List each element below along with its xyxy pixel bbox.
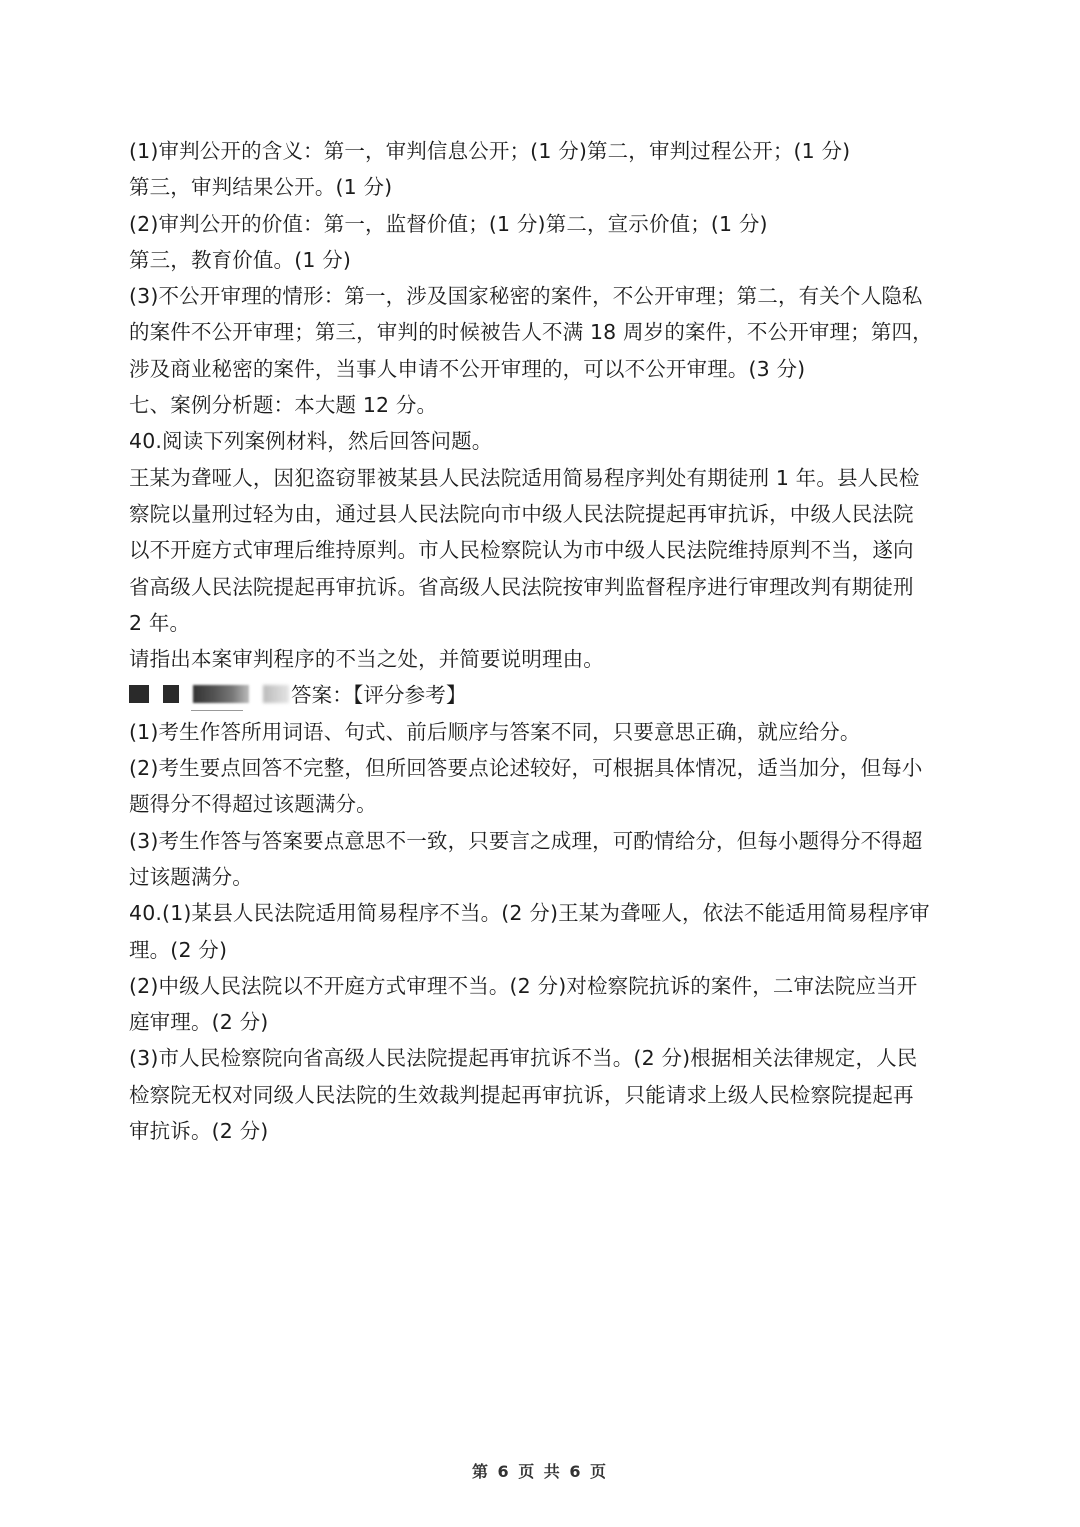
redaction-mark — [129, 685, 149, 703]
text-line: 检察院无权对同级人民法院的生效裁判提起再审抗诉，只能请求上级人民检察院提起再 — [129, 1082, 914, 1107]
answer-header: 答案：【评分参考】 — [291, 683, 467, 708]
text-line: 七、案例分析题：本大题 12 分。 — [129, 393, 438, 418]
text-line: 40.阅读下列案例材料，然后回答问题。 — [129, 429, 493, 454]
text-line: (3)考生作答与答案要点意思不一致，只要言之成理，可酌情给分，但每小题得分不得超 — [129, 828, 923, 853]
text-line: (2)考生要点回答不完整，但所回答要点论述较好，可根据具体情况，适当加分，但每小 — [129, 756, 923, 781]
scoring-text-block — [129, 714, 959, 1150]
underline-mark — [191, 710, 243, 711]
text-line: (1)考生作答所用词语、句式、前后顺序与答案不同，只要意思正确，就应给分。 — [129, 719, 861, 744]
text-line: (1)审判公开的含义：第一，审判信息公开；(1 分)第二，审判过程公开；(1 分) — [129, 139, 851, 163]
text-line: 40.(1)某县人民法院适用简易程序不当。(2 分)王某为聋哑人，依法不能适用简易程序审 — [129, 901, 930, 926]
text-line: (3)不公开审理的情形：第一，涉及国家秘密的案件，不公开审理；第二，有关个人隐私 — [129, 284, 923, 309]
text-line: (2)中级人民法院以不开庭方式审理不当。(2 分)对检察院抗诉的案件，二审法院应当开 — [129, 973, 918, 998]
redaction-mark — [163, 685, 179, 703]
redaction-mark — [193, 685, 249, 703]
answer-text-block — [129, 133, 959, 677]
text-line: 过该题满分。 — [129, 864, 253, 889]
text-line: 题得分不得超过该题满分。 — [129, 792, 377, 817]
page-content — [129, 133, 959, 1149]
text-line: 第三，教育价值。(1 分) — [129, 247, 352, 272]
text-line: 省高级人民法院提起再审抗诉。省高级人民法院按审判监督程序进行审理改判有期徒刑 — [129, 574, 914, 599]
page-footer: 第 6 页 共 6 页 — [471, 1462, 609, 1481]
redaction-mark — [263, 685, 289, 703]
text-line: 察院以量刑过轻为由，通过县人民法院向市中级人民法院提起再审抗诉，中级人民法院 — [129, 501, 914, 526]
text-line: 的案件不公开审理；第三，审判的时候被告人不满 18 周岁的案件，不公开审理；第四， — [129, 320, 933, 345]
text-line: 第三，审判结果公开。(1 分) — [129, 175, 393, 200]
text-line: (2)审判公开的价值：第一，监督价值；(1 分)第二，宣示价值；(1 分) — [129, 211, 768, 236]
text-line: 以不开庭方式审理后维持原判。市人民检察院认为市中级人民法院维持原判不当，遂向 — [129, 538, 914, 563]
answer-header-line — [129, 677, 959, 713]
text-line: 理。(2 分) — [129, 937, 228, 962]
text-line: 庭审理。(2 分) — [129, 1010, 269, 1035]
text-line: 2 年。 — [129, 610, 191, 635]
text-line: 涉及商业秘密的案件，当事人申请不公开审理的，可以不公开审理。(3 分) — [129, 356, 806, 381]
text-line: (3)市人民检察院向省高级人民法院提起再审抗诉不当。(2 分)根据相关法律规定，人民 — [129, 1046, 918, 1071]
text-line: 审抗诉。(2 分) — [129, 1119, 269, 1144]
text-line: 请指出本案审判程序的不当之处，并简要说明理由。 — [129, 647, 604, 672]
text-line: 王某为聋哑人，因犯盗窃罪被某县人民法院适用简易程序判处有期徒刑 1 年。县人民检 — [129, 465, 920, 490]
